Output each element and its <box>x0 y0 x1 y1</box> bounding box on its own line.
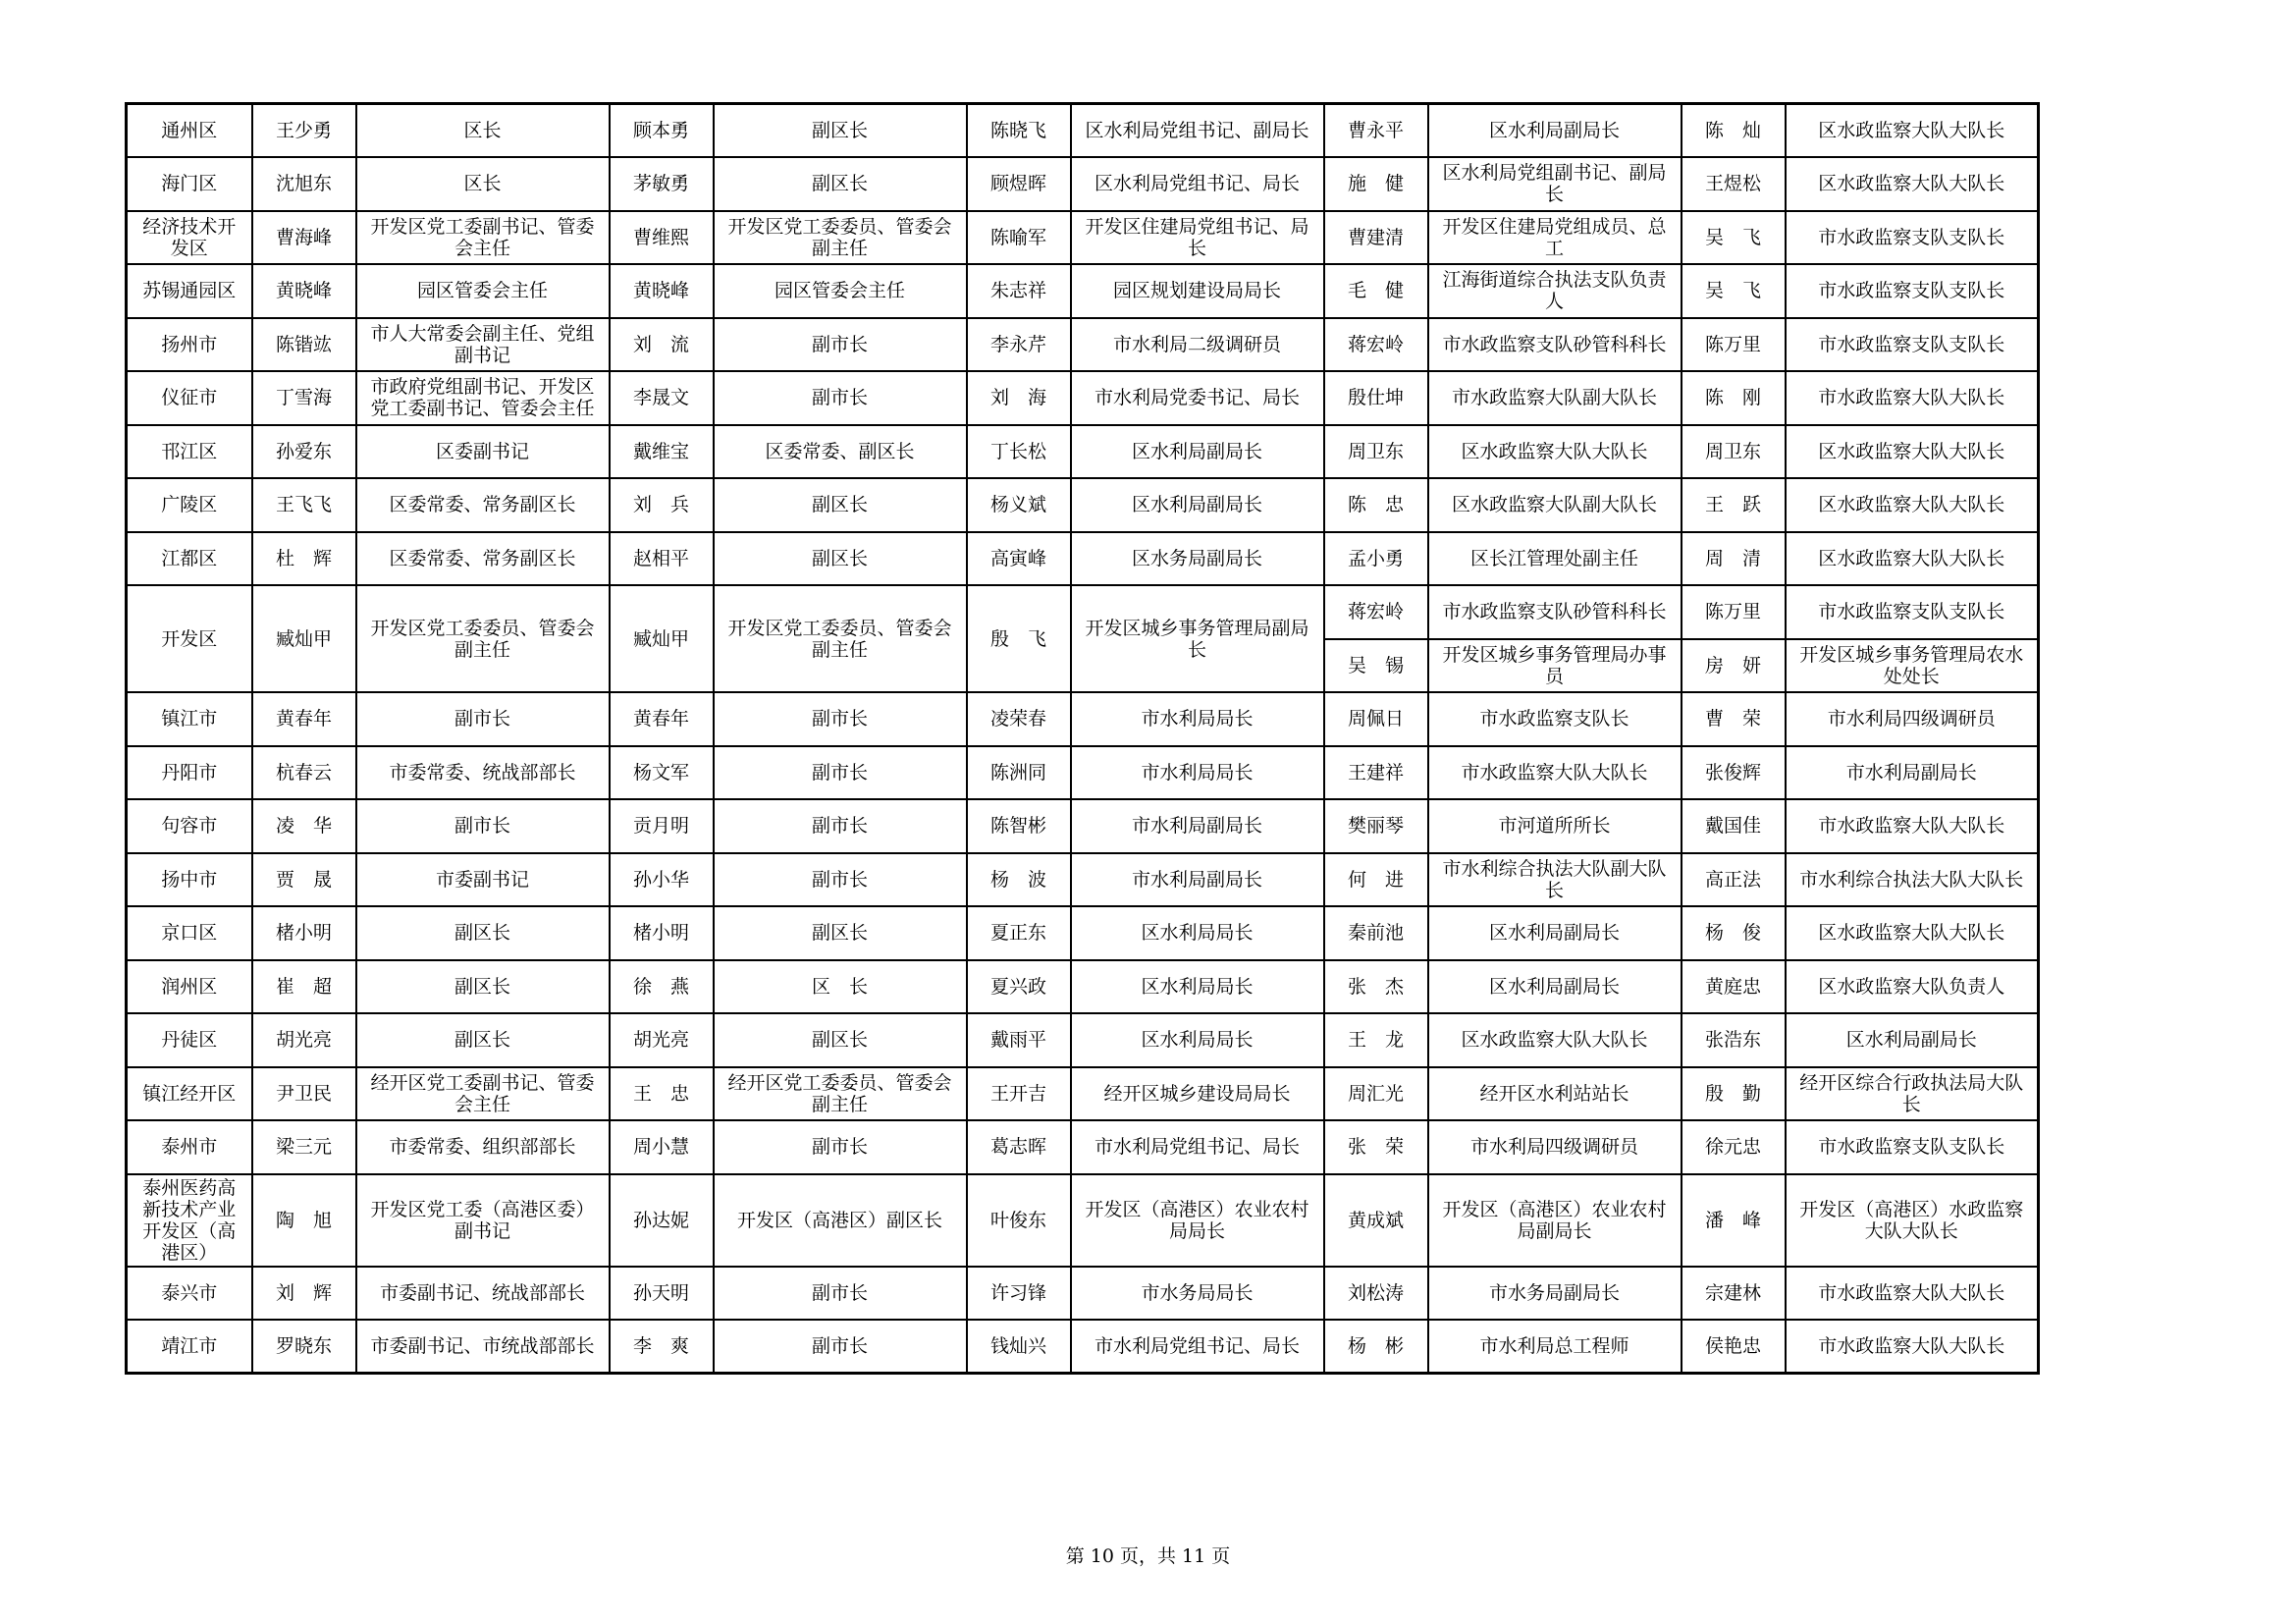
cell-c5-name: 张浩东 <box>1682 1013 1786 1067</box>
cell-c5-title: 市水政监察大队大队长 <box>1786 799 2039 853</box>
cell-c3-title: 市水利局局长 <box>1071 746 1324 800</box>
table-row <box>127 1120 2039 1174</box>
cell-region: 句容市 <box>127 799 252 853</box>
cell-c1-name: 贾 晟 <box>252 853 356 907</box>
cell-c2-title: 副市长 <box>714 692 967 746</box>
cell-c2-title: 经开区党工委委员、管委会副主任 <box>714 1067 967 1121</box>
table-row <box>127 318 2039 372</box>
cell-c4-name: 曹永平 <box>1324 104 1428 158</box>
cell-c4-name: 周佩日 <box>1324 692 1428 746</box>
cell-c4-title: 开发区（高港区）农业农村局副局长 <box>1428 1174 1682 1267</box>
table-row <box>127 799 2039 853</box>
cell-c1-title: 市委副书记 <box>356 853 610 907</box>
cell-c4-title: 市水政监察支队砂管科科长 <box>1428 585 1682 639</box>
cell-c5-name: 房 妍 <box>1682 639 1786 693</box>
cell-c1-name: 杭春云 <box>252 746 356 800</box>
cell-c3-name: 陈晓飞 <box>967 104 1071 158</box>
cell-c5-name: 陈万里 <box>1682 585 1786 639</box>
cell-c1-name: 臧灿甲 <box>252 585 356 692</box>
cell-c4-title: 区水利局副局长 <box>1428 960 1682 1014</box>
cell-c2-title: 副市长 <box>714 1320 967 1374</box>
cell-c2-name: 戴维宝 <box>610 425 714 479</box>
cell-c4-name: 蒋宏岭 <box>1324 318 1428 372</box>
table-row <box>127 906 2039 960</box>
cell-c4-name: 周汇光 <box>1324 1067 1428 1121</box>
roster-body <box>127 104 2039 1374</box>
table-row <box>127 692 2039 746</box>
cell-c4-name: 杨 彬 <box>1324 1320 1428 1374</box>
cell-c1-title: 市委常委、统战部部长 <box>356 746 610 800</box>
cell-c1-title: 副区长 <box>356 906 610 960</box>
cell-c3-title: 区水利局局长 <box>1071 906 1324 960</box>
cell-c5-title: 开发区城乡事务管理局农水处处长 <box>1786 639 2039 693</box>
cell-c1-title: 市人大常委会副主任、党组副书记 <box>356 318 610 372</box>
cell-c3-name: 钱灿兴 <box>967 1320 1071 1374</box>
cell-c4-title: 区水利局党组副书记、副局长 <box>1428 157 1682 211</box>
table-row <box>127 1067 2039 1121</box>
cell-c5-title: 市水利局副局长 <box>1786 746 2039 800</box>
cell-region: 靖江市 <box>127 1320 252 1374</box>
cell-c5-name: 黄庭忠 <box>1682 960 1786 1014</box>
cell-c2-name: 楮小明 <box>610 906 714 960</box>
cell-c4-name: 张 杰 <box>1324 960 1428 1014</box>
cell-c3-name: 许习锋 <box>967 1267 1071 1321</box>
cell-region: 开发区 <box>127 585 252 692</box>
table-row <box>127 157 2039 211</box>
cell-c2-title: 副市长 <box>714 1267 967 1321</box>
cell-c4-title: 市水利局四级调研员 <box>1428 1120 1682 1174</box>
cell-region: 仪征市 <box>127 371 252 425</box>
cell-c5-name: 陈 灿 <box>1682 104 1786 158</box>
cell-region: 泰州市 <box>127 1120 252 1174</box>
cell-c3-name: 杨 波 <box>967 853 1071 907</box>
cell-c1-name: 杜 辉 <box>252 532 356 586</box>
cell-c1-title: 市委副书记、市统战部部长 <box>356 1320 610 1374</box>
table-row <box>127 425 2039 479</box>
cell-region: 京口区 <box>127 906 252 960</box>
cell-c3-name: 陈喻军 <box>967 211 1071 265</box>
cell-c1-name: 丁雪海 <box>252 371 356 425</box>
cell-c4-title: 区水利局副局长 <box>1428 906 1682 960</box>
cell-c1-title: 市委副书记、统战部部长 <box>356 1267 610 1321</box>
cell-c1-name: 黄春年 <box>252 692 356 746</box>
cell-c3-title: 开发区住建局党组书记、局长 <box>1071 211 1324 265</box>
cell-c5-name: 吴 飞 <box>1682 264 1786 318</box>
cell-c5-title: 区水政监察大队大队长 <box>1786 425 2039 479</box>
cell-c4-name: 王建祥 <box>1324 746 1428 800</box>
cell-c5-title: 市水政监察支队支队长 <box>1786 318 2039 372</box>
cell-c1-title: 副市长 <box>356 692 610 746</box>
cell-c1-name: 刘 辉 <box>252 1267 356 1321</box>
cell-c4-title: 市水务局副局长 <box>1428 1267 1682 1321</box>
cell-c1-title: 副市长 <box>356 799 610 853</box>
cell-c2-name: 徐 燕 <box>610 960 714 1014</box>
cell-c2-title: 开发区（高港区）副区长 <box>714 1174 967 1267</box>
cell-c4-title: 经开区水利站站长 <box>1428 1067 1682 1121</box>
cell-region: 镇江经开区 <box>127 1067 252 1121</box>
cell-c5-title: 区水政监察大队大队长 <box>1786 532 2039 586</box>
cell-c2-name: 周小慧 <box>610 1120 714 1174</box>
cell-c5-title: 市水政监察支队支队长 <box>1786 211 2039 265</box>
cell-c3-title: 市水利局副局长 <box>1071 853 1324 907</box>
cell-c1-title: 开发区党工委委员、管委会副主任 <box>356 585 610 692</box>
cell-c3-name: 夏正东 <box>967 906 1071 960</box>
cell-c2-title: 副区长 <box>714 1013 967 1067</box>
table-row <box>127 532 2039 586</box>
cell-c1-name: 黄晓峰 <box>252 264 356 318</box>
cell-c5-name: 曹 荣 <box>1682 692 1786 746</box>
cell-c5-name: 高正法 <box>1682 853 1786 907</box>
cell-c1-name: 梁三元 <box>252 1120 356 1174</box>
cell-c2-title: 副区长 <box>714 157 967 211</box>
cell-c3-title: 经开区城乡建设局局长 <box>1071 1067 1324 1121</box>
cell-c5-title: 区水政监察大队大队长 <box>1786 157 2039 211</box>
cell-c5-title: 区水政监察大队大队长 <box>1786 104 2039 158</box>
cell-c4-title: 江海街道综合执法支队负责人 <box>1428 264 1682 318</box>
cell-c4-title: 市河道所所长 <box>1428 799 1682 853</box>
cell-c4-title: 市水政监察支队砂管科科长 <box>1428 318 1682 372</box>
cell-c4-name: 樊丽琴 <box>1324 799 1428 853</box>
cell-c2-name: 李 爽 <box>610 1320 714 1374</box>
cell-c3-title: 开发区（高港区）农业农村局局长 <box>1071 1174 1324 1267</box>
cell-c1-name: 凌 华 <box>252 799 356 853</box>
cell-c3-name: 朱志祥 <box>967 264 1071 318</box>
cell-c3-title: 市水利局党委书记、局长 <box>1071 371 1324 425</box>
cell-c2-name: 赵相平 <box>610 532 714 586</box>
cell-c3-name: 王开吉 <box>967 1067 1071 1121</box>
cell-c5-title: 市水利综合执法大队大队长 <box>1786 853 2039 907</box>
cell-c4-title: 市水政监察大队大队长 <box>1428 746 1682 800</box>
cell-c2-name: 孙天明 <box>610 1267 714 1321</box>
cell-c2-name: 臧灿甲 <box>610 585 714 692</box>
cell-c5-title: 市水政监察支队支队长 <box>1786 1120 2039 1174</box>
table-row <box>127 1013 2039 1067</box>
cell-c5-name: 杨 俊 <box>1682 906 1786 960</box>
cell-c5-name: 周 清 <box>1682 532 1786 586</box>
table-row <box>127 1267 2039 1321</box>
roster-table <box>125 102 2040 1375</box>
cell-c3-title: 市水务局局长 <box>1071 1267 1324 1321</box>
cell-c4-name: 秦前池 <box>1324 906 1428 960</box>
table-row <box>127 264 2039 318</box>
cell-c1-name: 陶 旭 <box>252 1174 356 1267</box>
cell-c3-title: 区水利局副局长 <box>1071 478 1324 532</box>
cell-c3-name: 叶俊东 <box>967 1174 1071 1267</box>
cell-c2-name: 曹维熙 <box>610 211 714 265</box>
cell-c4-title: 市水利综合执法大队副大队长 <box>1428 853 1682 907</box>
cell-c3-title: 市水利局党组书记、局长 <box>1071 1320 1324 1374</box>
cell-c2-title: 副市长 <box>714 1120 967 1174</box>
cell-c1-name: 罗晓东 <box>252 1320 356 1374</box>
cell-c4-title: 市水利局总工程师 <box>1428 1320 1682 1374</box>
cell-c2-name: 黄春年 <box>610 692 714 746</box>
cell-c1-title: 副区长 <box>356 960 610 1014</box>
cell-region: 丹阳市 <box>127 746 252 800</box>
cell-c2-title: 副区长 <box>714 906 967 960</box>
cell-c1-title: 开发区党工委（高港区委）副书记 <box>356 1174 610 1267</box>
cell-c2-name: 王 忠 <box>610 1067 714 1121</box>
cell-c3-title: 市水利局局长 <box>1071 692 1324 746</box>
cell-c2-title: 副市长 <box>714 318 967 372</box>
cell-c3-name: 杨义斌 <box>967 478 1071 532</box>
cell-c3-title: 园区规划建设局局长 <box>1071 264 1324 318</box>
cell-c4-name: 吴 锡 <box>1324 639 1428 693</box>
cell-region: 泰兴市 <box>127 1267 252 1321</box>
cell-c5-name: 宗建林 <box>1682 1267 1786 1321</box>
cell-c5-title: 区水政监察大队负责人 <box>1786 960 2039 1014</box>
cell-c3-name: 戴雨平 <box>967 1013 1071 1067</box>
cell-c4-name: 张 荣 <box>1324 1120 1428 1174</box>
cell-c2-title: 开发区党工委委员、管委会副主任 <box>714 585 967 692</box>
cell-c5-name: 陈万里 <box>1682 318 1786 372</box>
cell-c4-name: 刘松涛 <box>1324 1267 1428 1321</box>
cell-c4-title: 区水利局副局长 <box>1428 104 1682 158</box>
cell-c3-title: 市水利局党组书记、局长 <box>1071 1120 1324 1174</box>
cell-c5-title: 市水政监察支队支队长 <box>1786 264 2039 318</box>
cell-c1-name: 王少勇 <box>252 104 356 158</box>
cell-c2-name: 胡光亮 <box>610 1013 714 1067</box>
cell-c4-name: 王 龙 <box>1324 1013 1428 1067</box>
cell-region: 润州区 <box>127 960 252 1014</box>
cell-region: 镇江市 <box>127 692 252 746</box>
cell-c1-title: 区委副书记 <box>356 425 610 479</box>
cell-region: 泰州医药高新技术产业开发区（高港区） <box>127 1174 252 1267</box>
cell-c1-name: 崔 超 <box>252 960 356 1014</box>
cell-c1-title: 区委常委、常务副区长 <box>356 478 610 532</box>
cell-c3-name: 李永芹 <box>967 318 1071 372</box>
cell-c4-title: 区水政监察大队副大队长 <box>1428 478 1682 532</box>
cell-c5-title: 经开区综合行政执法局大队长 <box>1786 1067 2039 1121</box>
table-row <box>127 585 2039 639</box>
cell-region: 邗江区 <box>127 425 252 479</box>
cell-c3-title: 市水利局二级调研员 <box>1071 318 1324 372</box>
table-row <box>127 478 2039 532</box>
cell-c4-title: 开发区住建局党组成员、总工 <box>1428 211 1682 265</box>
cell-region: 海门区 <box>127 157 252 211</box>
cell-c5-title: 区水利局副局长 <box>1786 1013 2039 1067</box>
cell-region: 丹徒区 <box>127 1013 252 1067</box>
cell-c2-name: 孙小华 <box>610 853 714 907</box>
cell-c2-title: 副市长 <box>714 746 967 800</box>
cell-c4-name: 曹建清 <box>1324 211 1428 265</box>
cell-region: 经济技术开发区 <box>127 211 252 265</box>
cell-c2-title: 副市长 <box>714 853 967 907</box>
cell-c1-title: 园区管委会主任 <box>356 264 610 318</box>
cell-c2-name: 刘 兵 <box>610 478 714 532</box>
cell-c5-name: 陈 刚 <box>1682 371 1786 425</box>
cell-c5-name: 王 跃 <box>1682 478 1786 532</box>
cell-c5-title: 区水政监察大队大队长 <box>1786 906 2039 960</box>
cell-c1-title: 开发区党工委副书记、管委会主任 <box>356 211 610 265</box>
cell-c3-title: 区水利局党组书记、局长 <box>1071 157 1324 211</box>
cell-c4-name: 周卫东 <box>1324 425 1428 479</box>
cell-c4-name: 殷仕坤 <box>1324 371 1428 425</box>
cell-c5-title: 市水政监察支队支队长 <box>1786 585 2039 639</box>
cell-region: 扬州市 <box>127 318 252 372</box>
cell-c2-title: 副区长 <box>714 532 967 586</box>
cell-c2-title: 区委常委、副区长 <box>714 425 967 479</box>
cell-c2-title: 副区长 <box>714 104 967 158</box>
cell-c4-name: 孟小勇 <box>1324 532 1428 586</box>
cell-c5-name: 王煜松 <box>1682 157 1786 211</box>
cell-c3-title: 区水利局局长 <box>1071 1013 1324 1067</box>
cell-c1-title: 经开区党工委副书记、管委会主任 <box>356 1067 610 1121</box>
cell-c1-title: 区委常委、常务副区长 <box>356 532 610 586</box>
cell-c3-name: 丁长松 <box>967 425 1071 479</box>
table-row <box>127 371 2039 425</box>
table-row <box>127 746 2039 800</box>
cell-c3-name: 高寅峰 <box>967 532 1071 586</box>
cell-c4-name: 施 健 <box>1324 157 1428 211</box>
cell-c2-title: 区 长 <box>714 960 967 1014</box>
cell-c3-name: 葛志晖 <box>967 1120 1071 1174</box>
cell-region: 苏锡通园区 <box>127 264 252 318</box>
table-row <box>127 104 2039 158</box>
cell-c5-title: 市水政监察大队大队长 <box>1786 371 2039 425</box>
cell-c4-title: 区长江管理处副主任 <box>1428 532 1682 586</box>
cell-c2-title: 副市长 <box>714 371 967 425</box>
cell-c5-name: 戴国佳 <box>1682 799 1786 853</box>
cell-c3-name: 夏兴政 <box>967 960 1071 1014</box>
cell-c4-name: 蒋宏岭 <box>1324 585 1428 639</box>
cell-c1-name: 曹海峰 <box>252 211 356 265</box>
cell-c3-name: 刘 海 <box>967 371 1071 425</box>
cell-c3-title: 区水利局局长 <box>1071 960 1324 1014</box>
cell-c2-name: 黄晓峰 <box>610 264 714 318</box>
page-number: 第 10 页，共 11 页 <box>1065 1545 1231 1567</box>
cell-c1-name: 沈旭东 <box>252 157 356 211</box>
cell-c1-name: 楮小明 <box>252 906 356 960</box>
cell-c3-name: 殷 飞 <box>967 585 1071 692</box>
cell-c1-name: 尹卫民 <box>252 1067 356 1121</box>
cell-c5-name: 周卫东 <box>1682 425 1786 479</box>
cell-c1-name: 孙爱东 <box>252 425 356 479</box>
cell-c1-name: 胡光亮 <box>252 1013 356 1067</box>
cell-c2-name: 李晟文 <box>610 371 714 425</box>
cell-region: 江都区 <box>127 532 252 586</box>
cell-c5-title: 市水政监察大队大队长 <box>1786 1320 2039 1374</box>
table-row <box>127 853 2039 907</box>
cell-c5-name: 张俊辉 <box>1682 746 1786 800</box>
cell-c5-name: 潘 峰 <box>1682 1174 1786 1267</box>
cell-c2-title: 副市长 <box>714 799 967 853</box>
cell-c4-name: 毛 健 <box>1324 264 1428 318</box>
cell-c5-name: 徐元忠 <box>1682 1120 1786 1174</box>
cell-c5-name: 侯艳忠 <box>1682 1320 1786 1374</box>
cell-c4-name: 黄成斌 <box>1324 1174 1428 1267</box>
cell-c2-name: 贡月明 <box>610 799 714 853</box>
cell-c3-name: 陈洲同 <box>967 746 1071 800</box>
cell-c1-title: 副区长 <box>356 1013 610 1067</box>
cell-c4-name: 陈 忠 <box>1324 478 1428 532</box>
cell-c4-title: 区水政监察大队大队长 <box>1428 425 1682 479</box>
table-row <box>127 1320 2039 1374</box>
cell-c2-title: 园区管委会主任 <box>714 264 967 318</box>
cell-c5-title: 区水政监察大队大队长 <box>1786 478 2039 532</box>
cell-c3-title: 区水务局副局长 <box>1071 532 1324 586</box>
cell-c2-name: 杨文军 <box>610 746 714 800</box>
cell-c5-title: 市水利局四级调研员 <box>1786 692 2039 746</box>
cell-c1-title: 区长 <box>356 104 610 158</box>
cell-c5-title: 开发区（高港区）水政监察大队大队长 <box>1786 1174 2039 1267</box>
cell-c3-title: 开发区城乡事务管理局副局长 <box>1071 585 1324 692</box>
cell-c1-title: 市政府党组副书记、开发区党工委副书记、管委会主任 <box>356 371 610 425</box>
cell-c1-name: 陈锴竑 <box>252 318 356 372</box>
cell-c1-name: 王飞飞 <box>252 478 356 532</box>
table-row <box>127 960 2039 1014</box>
cell-c4-title: 开发区城乡事务管理局办事员 <box>1428 639 1682 693</box>
cell-c3-title: 区水利局党组书记、副局长 <box>1071 104 1324 158</box>
cell-c2-name: 孙达妮 <box>610 1174 714 1267</box>
cell-region: 通州区 <box>127 104 252 158</box>
cell-c5-title: 市水政监察大队大队长 <box>1786 1267 2039 1321</box>
cell-c2-name: 刘 流 <box>610 318 714 372</box>
cell-c2-title: 开发区党工委委员、管委会副主任 <box>714 211 967 265</box>
cell-region: 广陵区 <box>127 478 252 532</box>
cell-c5-name: 吴 飞 <box>1682 211 1786 265</box>
cell-c1-title: 区长 <box>356 157 610 211</box>
cell-c1-title: 市委常委、组织部部长 <box>356 1120 610 1174</box>
cell-c5-name: 殷 勤 <box>1682 1067 1786 1121</box>
cell-c3-name: 顾煜晖 <box>967 157 1071 211</box>
table-row <box>127 1174 2039 1267</box>
cell-c2-name: 顾本勇 <box>610 104 714 158</box>
cell-c3-title: 市水利局副局长 <box>1071 799 1324 853</box>
cell-c3-name: 陈智彬 <box>967 799 1071 853</box>
cell-region: 扬中市 <box>127 853 252 907</box>
cell-c2-title: 副区长 <box>714 478 967 532</box>
cell-c4-name: 何 进 <box>1324 853 1428 907</box>
table-row <box>127 211 2039 265</box>
cell-c4-title: 区水政监察大队大队长 <box>1428 1013 1682 1067</box>
cell-c4-title: 市水政监察支队长 <box>1428 692 1682 746</box>
cell-c2-name: 茅敏勇 <box>610 157 714 211</box>
cell-c3-name: 凌荣春 <box>967 692 1071 746</box>
cell-c3-title: 区水利局副局长 <box>1071 425 1324 479</box>
cell-c4-title: 市水政监察大队副大队长 <box>1428 371 1682 425</box>
